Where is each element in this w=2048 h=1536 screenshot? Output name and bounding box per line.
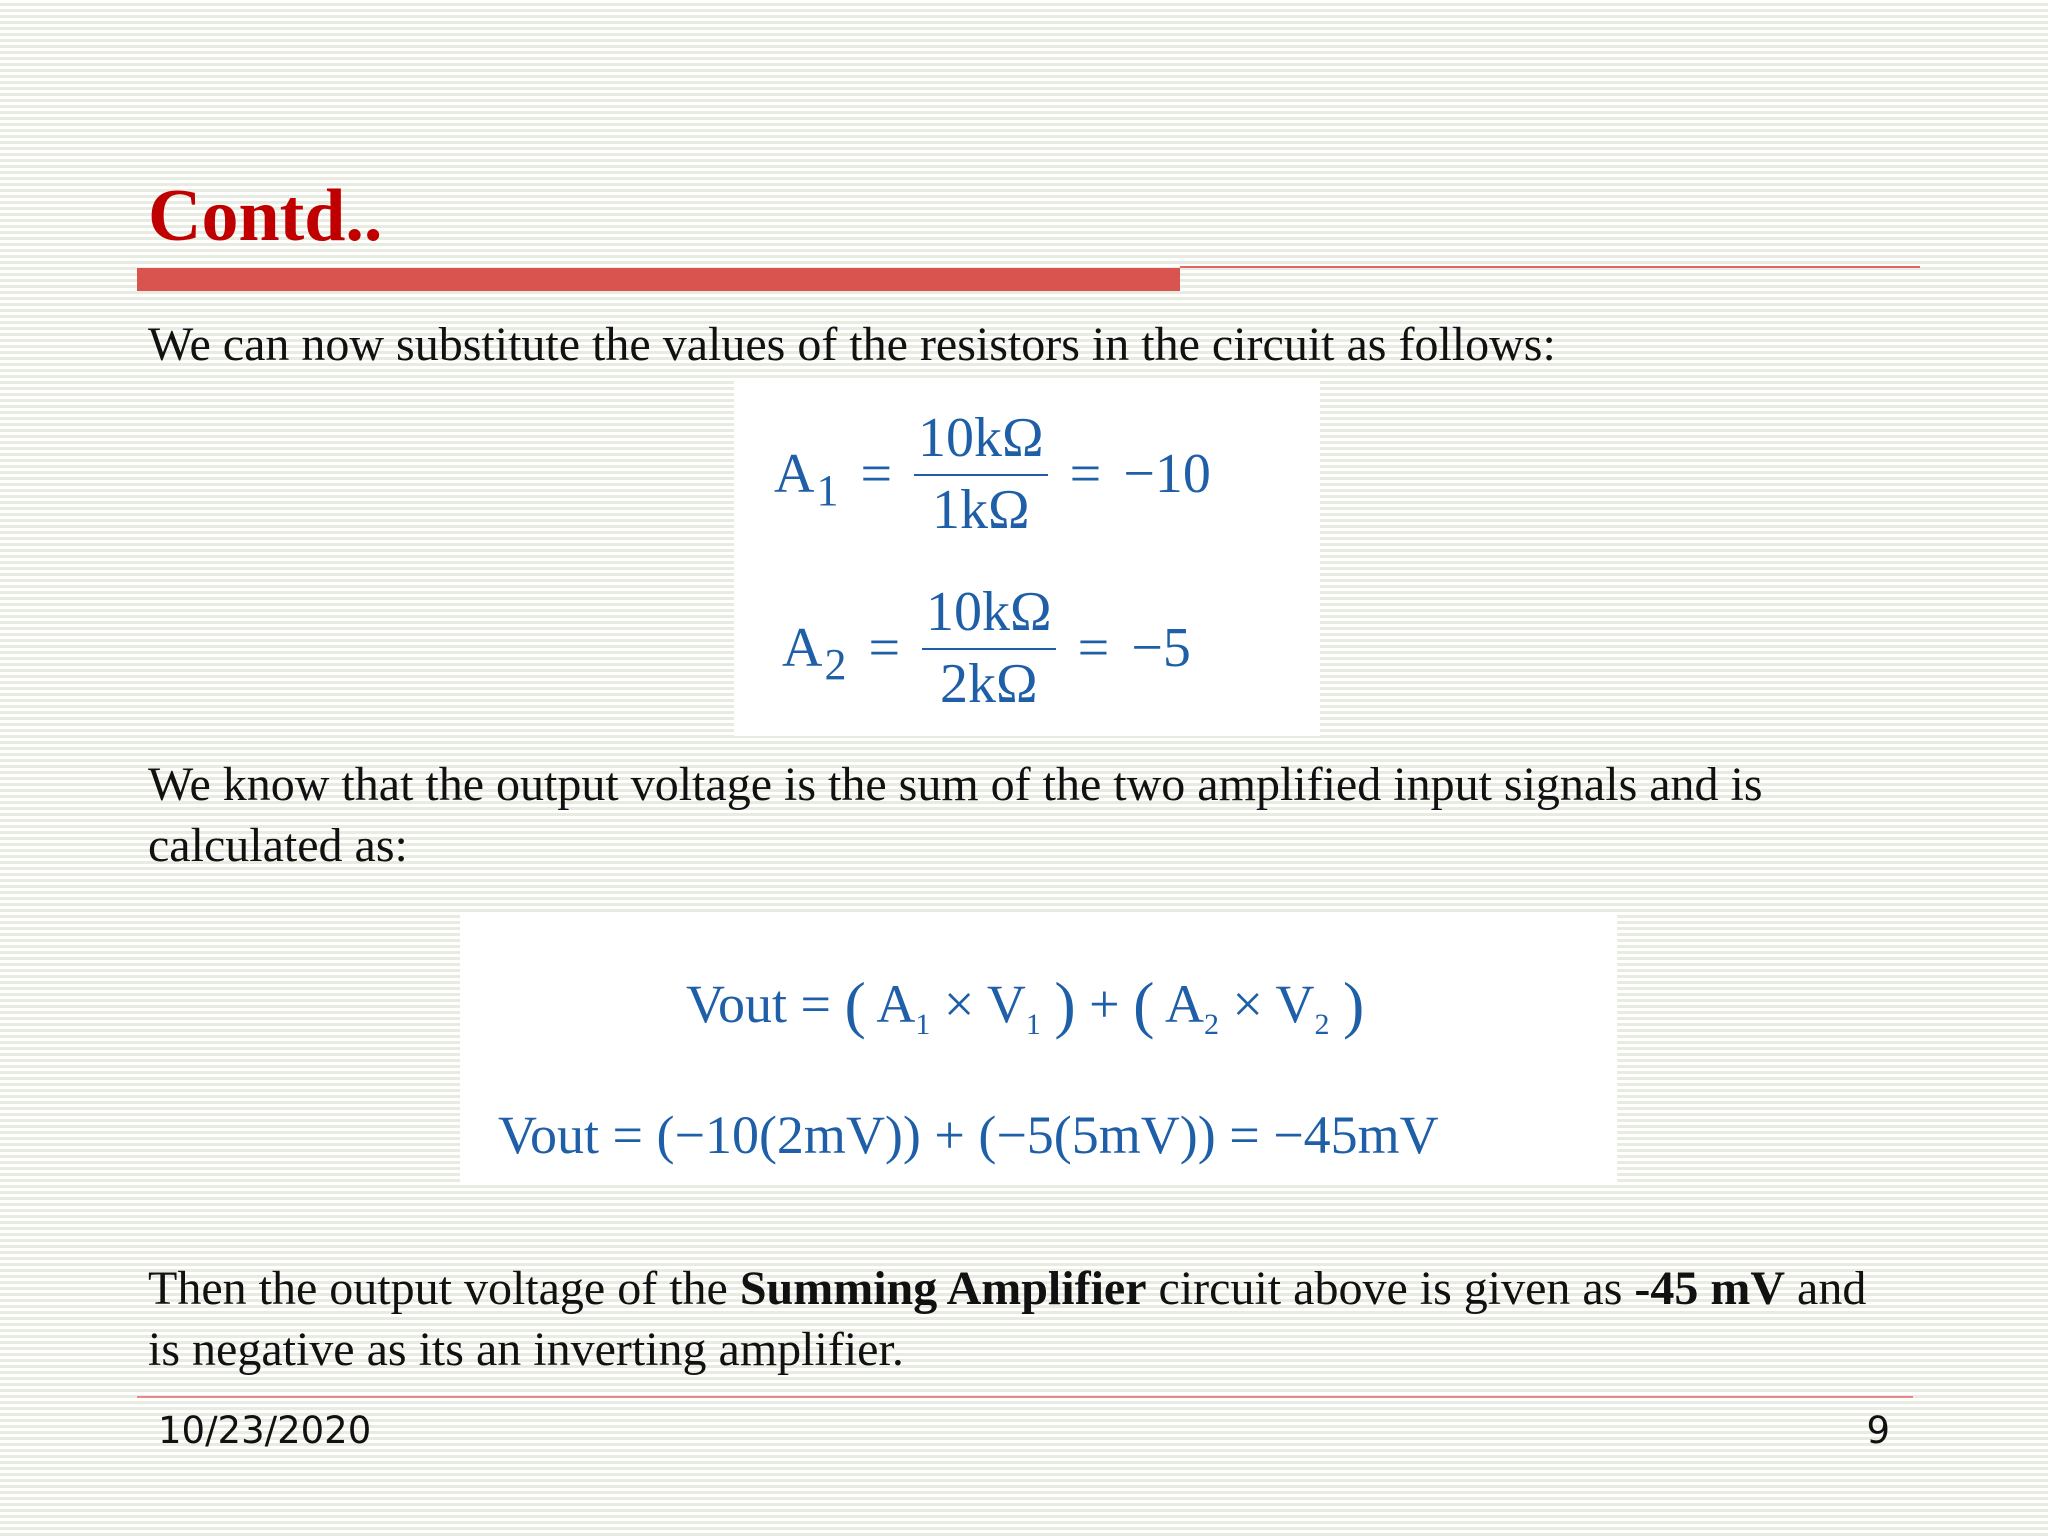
summing-amplifier-bold: Summing Amplifier [739,1262,1147,1315]
output-voltage-text: We know that the output voltage is the sum of the two amplified input signals and is calculated as: [148,758,1763,872]
vout-formula: Vout = ( $A_1 \times V_1$ ) + ( $A_2 \times V_2$ ) [686,969,1365,1041]
slide-title: Contd.. [148,175,383,257]
gain2-result: −5 [1131,617,1191,679]
conclusion-text: Then the output voltage of the Summing Amplifier circuit above is given as -45 mV and is negative as its an inverting amplifier. [148,1262,1867,1376]
equals-sign: = [868,617,901,679]
gain2-numerator: 10kΩ [922,582,1056,650]
vout-result: Vout = (−10(2mV)) + (−5(5mV)) = −45mV [498,1105,1439,1165]
vout-equations-image [460,912,1617,1184]
vout-result-label: Vout [498,1105,600,1165]
gain1-numerator: 10kΩ [914,408,1048,476]
vout-value: −45mV [1273,1105,1439,1165]
title-underline-thin [1180,266,1920,268]
result-value-bold: -45 mV [1634,1262,1786,1315]
footer-divider [137,1396,1913,1398]
gain-equations-image [734,380,1320,736]
gain2-lhs: A [782,617,823,679]
gain1-result: −10 [1123,443,1211,505]
footer-date: 10/23/2020 [158,1409,372,1452]
intro-text: We can now substitute the values of the resistors in the circuit as follows: [148,318,1556,371]
gain-equation-1 [774,408,1211,540]
gain1-denominator: 1kΩ [932,479,1030,541]
gain1-lhs: A [774,443,815,505]
vout-label: Vout [686,974,788,1034]
gain1-sub: 1 [816,465,839,515]
equals-sign: = [860,443,893,505]
equals-sign: = [1069,443,1102,505]
vout-expression: (−10(2mV)) + (−5(5mV)) [656,1105,1216,1165]
equals-sign: = [1077,617,1110,679]
gain2-denominator: 2kΩ [940,653,1038,715]
page-number: 9 [1866,1409,1890,1452]
vout-equals: = [1229,1105,1260,1165]
title-underline-bar [137,268,1180,291]
gain-equation-2 [782,582,1191,714]
gain2-fraction [922,582,1056,714]
gain2-sub: 2 [824,639,847,689]
gain1-fraction [914,408,1048,540]
